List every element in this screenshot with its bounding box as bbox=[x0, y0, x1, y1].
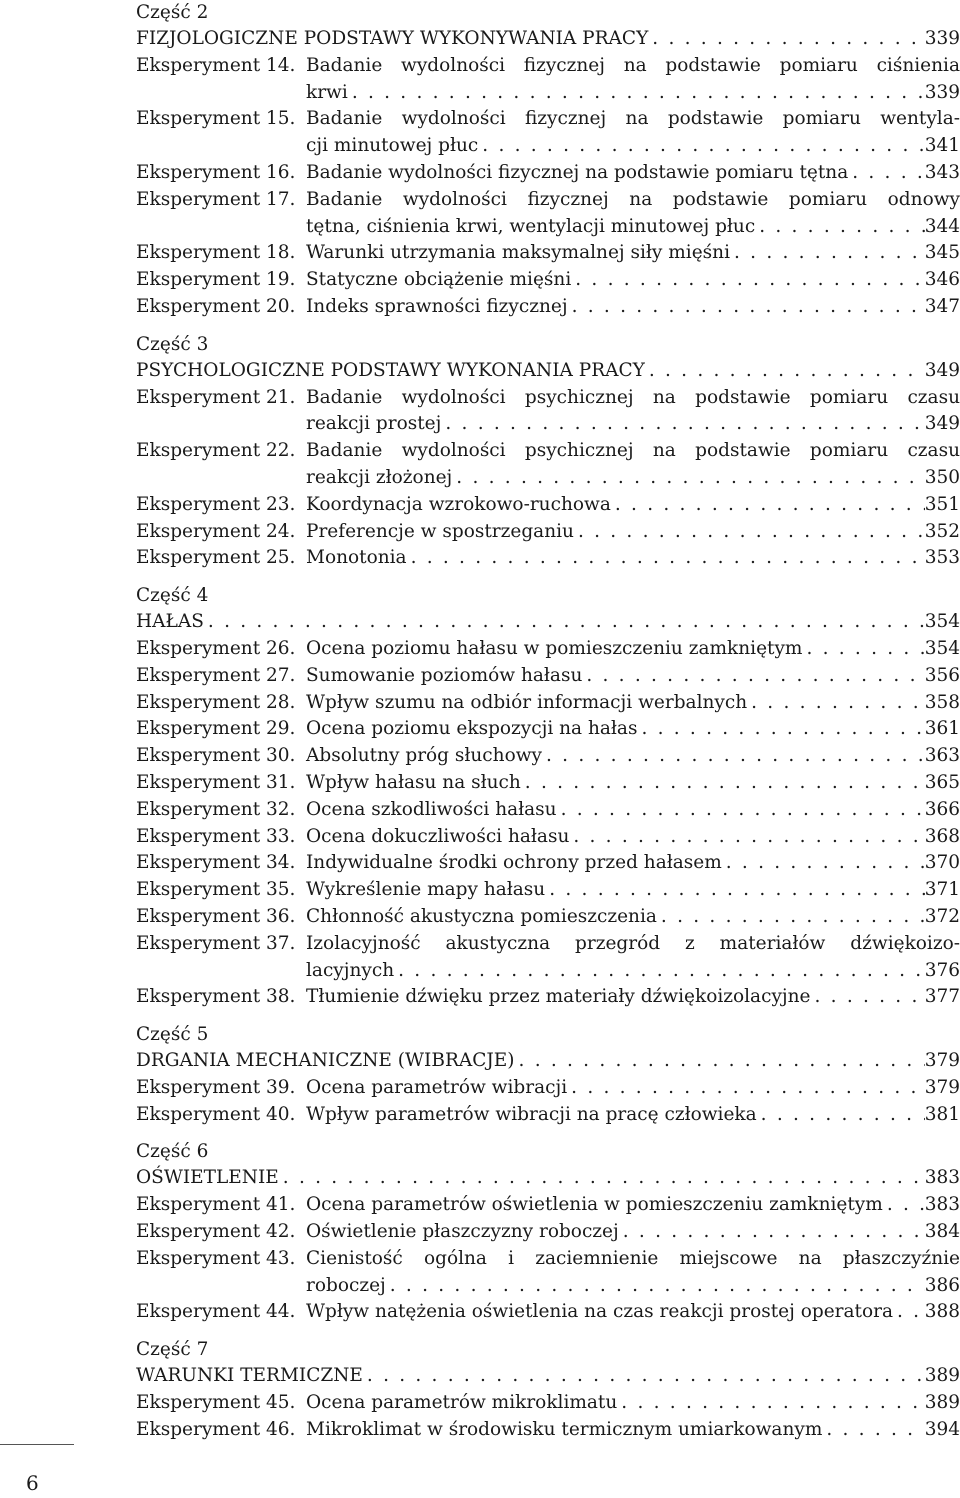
page-ref: 363 bbox=[924, 745, 960, 767]
entry-line bbox=[136, 1165, 960, 1192]
dot-leader bbox=[542, 743, 925, 770]
page-ref: 389 bbox=[924, 1392, 960, 1414]
part-heading-entry bbox=[136, 1048, 960, 1075]
entry-number: Eksperyment 27. bbox=[136, 664, 296, 686]
part-heading-entry bbox=[136, 358, 960, 385]
part-heading-entry bbox=[136, 1165, 960, 1192]
entry-number: Eksperyment 20. bbox=[136, 295, 296, 317]
entry-line bbox=[136, 743, 960, 770]
page-ref: 361 bbox=[924, 718, 960, 740]
page-ref: 349 bbox=[924, 413, 960, 435]
entry-title: lacyjnych bbox=[306, 959, 395, 981]
dot-leader bbox=[407, 545, 925, 572]
page-ref: 346 bbox=[924, 269, 960, 291]
toc-entry bbox=[136, 106, 960, 160]
dot-leader bbox=[883, 1192, 925, 1219]
entry-line bbox=[136, 1048, 960, 1075]
dot-leader bbox=[722, 850, 925, 877]
page-ref: 339 bbox=[924, 28, 960, 49]
dot-leader bbox=[611, 492, 925, 519]
entry-number: Eksperyment 30. bbox=[136, 745, 296, 767]
entry-line bbox=[136, 636, 960, 663]
toc-entry bbox=[136, 240, 960, 267]
entry-number: Eksperyment 16. bbox=[136, 161, 296, 183]
entry-line bbox=[136, 931, 960, 958]
dot-leader bbox=[386, 1273, 925, 1300]
entry-title: Statyczne obciążenie mięśni bbox=[306, 269, 572, 291]
entry-number: Eksperyment 35. bbox=[136, 879, 296, 901]
page-ref: 394 bbox=[924, 1418, 960, 1440]
entry-line bbox=[136, 519, 960, 546]
page-ref: 377 bbox=[924, 986, 960, 1008]
toc-part bbox=[136, 332, 960, 583]
entry-line bbox=[136, 690, 960, 717]
entry-title: Ocena szkodliwości hałasu bbox=[306, 798, 557, 820]
entry-title: Mikroklimat w środowisku termicznym umiarkowanym bbox=[306, 1418, 823, 1440]
entry-title: Wpływ hałasu na słuch bbox=[306, 771, 521, 793]
page-ref: 347 bbox=[924, 295, 960, 317]
entry-number: Eksperyment 34. bbox=[136, 852, 296, 874]
dot-leader bbox=[279, 1165, 925, 1192]
entry-title: Ocena parametrów wibracji bbox=[306, 1076, 568, 1098]
dot-leader bbox=[521, 770, 925, 797]
toc-entry bbox=[136, 797, 960, 824]
dot-leader bbox=[567, 1075, 925, 1102]
entry-line bbox=[136, 770, 960, 797]
dot-leader bbox=[478, 133, 924, 160]
entry-title: Ocena dokuczliwości hałasu bbox=[306, 825, 570, 847]
entry-number: Eksperyment 44. bbox=[136, 1301, 296, 1323]
dot-leader bbox=[574, 519, 925, 546]
dot-leader bbox=[363, 1363, 925, 1390]
dot-leader bbox=[617, 1390, 924, 1417]
entry-title: Wykreślenie mapy hałasu bbox=[306, 879, 546, 901]
toc-entry bbox=[136, 690, 960, 717]
page-ref: 379 bbox=[924, 1076, 960, 1098]
page-ref: 356 bbox=[924, 664, 960, 686]
page-ref: 370 bbox=[924, 852, 960, 874]
dot-leader bbox=[441, 411, 924, 438]
toc-part bbox=[136, 583, 960, 1022]
toc-entry bbox=[136, 187, 960, 241]
entry-line bbox=[306, 1273, 960, 1300]
entry-line bbox=[136, 106, 960, 133]
page-ref: 366 bbox=[924, 798, 960, 820]
page-ref: 354 bbox=[924, 611, 960, 633]
dot-leader bbox=[802, 636, 924, 663]
entry-line bbox=[136, 545, 960, 572]
dot-leader bbox=[755, 214, 925, 241]
entry-title: Monotonia bbox=[306, 547, 407, 569]
page-ref: 386 bbox=[924, 1274, 960, 1296]
entry-line bbox=[136, 984, 960, 1011]
toc-entry bbox=[136, 1075, 960, 1102]
entry-number: Eksperyment 33. bbox=[136, 825, 296, 847]
entry-line bbox=[136, 1075, 960, 1102]
entry-title: Absolutny próg słuchowy bbox=[306, 745, 543, 767]
entry-number: Eksperyment 40. bbox=[136, 1103, 296, 1125]
entry-line bbox=[136, 1390, 960, 1417]
entry-line bbox=[136, 824, 960, 851]
section-gap bbox=[136, 1444, 960, 1455]
entry-line bbox=[136, 877, 960, 904]
entry-number: Eksperyment 17. bbox=[136, 188, 296, 210]
toc-entry bbox=[136, 716, 960, 743]
part-title: DRGANIA MECHANICZNE (WIBRACJE) bbox=[136, 1050, 515, 1072]
entry-title: reakcji złożonej bbox=[306, 466, 453, 488]
toc-entry bbox=[136, 1219, 960, 1246]
entry-line bbox=[136, 438, 960, 465]
entry-title: Badanie wydolności fizycznej na podstawie pomiaru wentyla- bbox=[306, 108, 960, 130]
entry-number: Eksperyment 28. bbox=[136, 691, 296, 713]
entry-title: Warunki utrzymania maksymalnej siły mięśni bbox=[306, 242, 730, 264]
page-ref: 389 bbox=[924, 1365, 960, 1387]
part-label: Część 7 bbox=[136, 1339, 209, 1361]
entry-line bbox=[136, 240, 960, 267]
entry-number: Eksperyment 29. bbox=[136, 718, 296, 740]
entry-title: krwi bbox=[306, 81, 348, 103]
entry-title: Wpływ parametrów wibracji na pracę człowieka bbox=[306, 1103, 757, 1125]
dot-leader bbox=[645, 358, 925, 385]
entry-line bbox=[306, 958, 960, 985]
entry-line bbox=[136, 797, 960, 824]
entry-line bbox=[136, 1363, 960, 1390]
toc-entry bbox=[136, 1417, 960, 1444]
entry-number: Eksperyment 43. bbox=[136, 1247, 296, 1269]
entry-line bbox=[136, 1219, 960, 1246]
dot-leader bbox=[348, 80, 925, 107]
section-gap bbox=[136, 1326, 960, 1337]
part-label: Część 3 bbox=[136, 333, 209, 355]
dot-leader bbox=[657, 904, 925, 931]
toc-entry bbox=[136, 519, 960, 546]
entry-title: Indywidualne środki ochrony przed hałasem bbox=[306, 852, 722, 874]
section-gap bbox=[136, 321, 960, 332]
entry-line bbox=[136, 1299, 960, 1326]
toc-part bbox=[136, 1139, 960, 1337]
entry-number: Eksperyment 45. bbox=[136, 1392, 296, 1414]
part-label: Część 5 bbox=[136, 1024, 209, 1046]
toc-entry bbox=[136, 1390, 960, 1417]
part-heading-entry bbox=[136, 1363, 960, 1390]
toc-entry bbox=[136, 743, 960, 770]
dot-leader bbox=[893, 1299, 925, 1326]
entry-number: Eksperyment 26. bbox=[136, 637, 296, 659]
part-title: OŚWIETLENIE bbox=[136, 1167, 279, 1189]
page-ref: 384 bbox=[924, 1221, 960, 1243]
toc-entry bbox=[136, 904, 960, 931]
part-title: FIZJOLOGICZNE PODSTAWY WYKONYWANIA PRACY bbox=[136, 28, 649, 49]
dot-leader bbox=[515, 1048, 925, 1075]
entry-line bbox=[136, 267, 960, 294]
entry-title: tętna, ciśnienia krwi, wentylacji minutowej płuc bbox=[306, 215, 756, 237]
toc-entry bbox=[136, 1299, 960, 1326]
entry-title: Ocena parametrów mikroklimatu bbox=[306, 1392, 618, 1414]
entry-number: Eksperyment 37. bbox=[136, 932, 296, 954]
toc-entry bbox=[136, 160, 960, 187]
entry-line bbox=[136, 358, 960, 385]
entry-line bbox=[136, 53, 960, 80]
page-ref: 339 bbox=[924, 81, 960, 103]
entry-line bbox=[136, 1417, 960, 1444]
toc-entry bbox=[136, 492, 960, 519]
page-ref: 349 bbox=[924, 359, 960, 381]
entry-line bbox=[136, 294, 960, 321]
entry-number: Eksperyment 46. bbox=[136, 1418, 296, 1440]
page-ref: 351 bbox=[924, 493, 960, 515]
toc-entry bbox=[136, 931, 960, 985]
dot-leader bbox=[452, 465, 924, 492]
toc-entry bbox=[136, 1246, 960, 1300]
part-label: Część 2 bbox=[136, 2, 209, 23]
entry-line bbox=[136, 904, 960, 931]
part-heading-entry bbox=[136, 609, 960, 636]
section-gap bbox=[136, 1011, 960, 1022]
page-number: 6 bbox=[26, 1471, 39, 1495]
entry-line bbox=[136, 492, 960, 519]
entry-number: Eksperyment 39. bbox=[136, 1076, 296, 1098]
entry-title: Badanie wydolności fizycznej na podstawie pomiaru ciśnienia bbox=[306, 54, 960, 76]
entry-line bbox=[136, 187, 960, 214]
page-ref: 376 bbox=[924, 959, 960, 981]
dot-leader bbox=[204, 609, 925, 636]
dot-leader bbox=[648, 26, 924, 53]
entry-number: Eksperyment 15. bbox=[136, 108, 296, 130]
toc-entry bbox=[136, 770, 960, 797]
page-ref: 379 bbox=[924, 1050, 960, 1072]
entry-line bbox=[136, 26, 960, 53]
page-ref: 371 bbox=[924, 879, 960, 901]
dot-leader bbox=[747, 690, 925, 717]
entry-title: Ocena poziomu ekspozycji na hałas bbox=[306, 718, 638, 740]
page-ref: 383 bbox=[924, 1167, 960, 1189]
dot-leader bbox=[811, 984, 925, 1011]
section-gap bbox=[136, 1128, 960, 1139]
entry-title: roboczej bbox=[306, 1274, 386, 1296]
page-ref: 341 bbox=[924, 135, 960, 157]
part-title: WARUNKI TERMICZNE bbox=[136, 1365, 363, 1387]
entry-number: Eksperyment 38. bbox=[136, 986, 296, 1008]
entry-line bbox=[136, 609, 960, 636]
entry-line bbox=[306, 411, 960, 438]
dot-leader bbox=[394, 958, 925, 985]
dot-leader bbox=[730, 240, 925, 267]
entry-number: Eksperyment 18. bbox=[136, 242, 296, 264]
toc-entry bbox=[136, 267, 960, 294]
entry-number: Eksperyment 19. bbox=[136, 269, 296, 291]
part-label: Część 6 bbox=[136, 1141, 209, 1163]
toc-entry bbox=[136, 1102, 960, 1129]
toc-part bbox=[136, 1022, 960, 1139]
entry-number: Eksperyment 41. bbox=[136, 1194, 296, 1216]
dot-leader bbox=[582, 663, 924, 690]
entry-title: Indeks sprawności fizycznej bbox=[306, 295, 568, 317]
dot-leader bbox=[569, 824, 924, 851]
entry-title: Koordynacja wzrokowo-ruchowa bbox=[306, 493, 611, 515]
dot-leader bbox=[822, 1417, 924, 1444]
page-ref: 381 bbox=[924, 1103, 960, 1125]
entry-number: Eksperyment 42. bbox=[136, 1221, 296, 1243]
toc-entry bbox=[136, 385, 960, 439]
entry-line bbox=[136, 385, 960, 412]
entry-title: Preferencje w spostrzeganiu bbox=[306, 520, 574, 542]
entry-line bbox=[136, 1192, 960, 1219]
page-ref: 365 bbox=[924, 771, 960, 793]
entry-title: Ocena poziomu hałasu w pomieszczeniu zamkniętym bbox=[306, 637, 803, 659]
entry-line bbox=[136, 160, 960, 187]
entry-number: Eksperyment 14. bbox=[136, 54, 296, 76]
page-ref: 343 bbox=[924, 161, 960, 183]
entry-title: Wpływ natężenia oświetlenia na czas reakcji prostej operatora bbox=[306, 1301, 893, 1323]
section-gap bbox=[136, 572, 960, 583]
page-ref: 344 bbox=[924, 215, 960, 237]
dot-leader bbox=[637, 716, 924, 743]
part-heading-entry bbox=[136, 26, 960, 53]
entry-number: Eksperyment 31. bbox=[136, 771, 296, 793]
toc-entry bbox=[136, 877, 960, 904]
toc-entry bbox=[136, 1192, 960, 1219]
dot-leader bbox=[568, 294, 925, 321]
entry-line bbox=[136, 1102, 960, 1129]
entry-title: Badanie wydolności fizycznej na podstawie pomiaru odnowy bbox=[306, 188, 960, 210]
dot-leader bbox=[545, 877, 924, 904]
dot-leader bbox=[571, 267, 924, 294]
page-ref: 354 bbox=[924, 637, 960, 659]
entry-number: Eksperyment 36. bbox=[136, 905, 296, 927]
page-ref: 383 bbox=[924, 1194, 960, 1216]
entry-line bbox=[136, 850, 960, 877]
entry-number: Eksperyment 32. bbox=[136, 798, 296, 820]
part-title: PSYCHOLOGICZNE PODSTAWY WYKONANIA PRACY bbox=[136, 359, 645, 381]
dot-leader bbox=[619, 1219, 925, 1246]
page-ref: 353 bbox=[924, 547, 960, 569]
entry-number: Eksperyment 21. bbox=[136, 386, 296, 408]
dot-leader bbox=[757, 1102, 925, 1129]
toc-entry bbox=[136, 663, 960, 690]
page-ref: 358 bbox=[924, 691, 960, 713]
entry-title: reakcji prostej bbox=[306, 413, 442, 435]
entry-title: Oświetlenie płaszczyzny roboczej bbox=[306, 1221, 619, 1243]
entry-line bbox=[136, 663, 960, 690]
entry-line bbox=[136, 1246, 960, 1273]
entry-number: Eksperyment 25. bbox=[136, 547, 296, 569]
toc-entry bbox=[136, 294, 960, 321]
entry-title: Badanie wydolności psychicznej na podstawie pomiaru czasu bbox=[306, 386, 960, 408]
entry-title: cji minutowej płuc bbox=[306, 135, 479, 157]
entry-line bbox=[136, 716, 960, 743]
dot-leader bbox=[557, 797, 925, 824]
page-ref: 372 bbox=[924, 905, 960, 927]
page-ref: 368 bbox=[924, 825, 960, 847]
entry-title: Wpływ szumu na odbiór informacji werbalnych bbox=[306, 691, 748, 713]
part-label: Część 4 bbox=[136, 585, 209, 607]
toc-entry bbox=[136, 636, 960, 663]
dot-leader bbox=[848, 160, 924, 187]
entry-line bbox=[306, 133, 960, 160]
toc-entry bbox=[136, 545, 960, 572]
entry-number: Eksperyment 22. bbox=[136, 440, 296, 462]
entry-title: Badanie wydolności psychicznej na podstawie pomiaru czasu bbox=[306, 440, 960, 462]
toc-entry bbox=[136, 53, 960, 107]
toc-entry bbox=[136, 984, 960, 1011]
entry-title: Izolacyjność akustyczna przegród z materiałów dźwiękoizo- bbox=[306, 932, 960, 954]
page-ref: 350 bbox=[924, 466, 960, 488]
toc-entry bbox=[136, 438, 960, 492]
footer-rule bbox=[0, 1444, 74, 1445]
entry-title: Badanie wydolności fizycznej na podstawie pomiaru tętna bbox=[306, 161, 849, 183]
entry-line bbox=[306, 465, 960, 492]
entry-title: Chłonność akustyczna pomieszczenia bbox=[306, 905, 657, 927]
entry-line bbox=[306, 214, 960, 241]
page-ref: 388 bbox=[924, 1301, 960, 1323]
entry-title: Cienistość ogólna i zaciemnienie miejscowe na płaszczyźnie bbox=[306, 1247, 960, 1269]
toc-part bbox=[136, 1337, 960, 1454]
page-ref: 352 bbox=[924, 520, 960, 542]
entry-line bbox=[306, 80, 960, 107]
toc-entry bbox=[136, 824, 960, 851]
part-title: HAŁAS bbox=[136, 611, 204, 633]
entry-title: Ocena parametrów oświetlenia w pomieszczeniu zamkniętym bbox=[306, 1194, 883, 1216]
entry-number: Eksperyment 23. bbox=[136, 493, 296, 515]
page-ref: 345 bbox=[924, 242, 960, 264]
entry-number: Eksperyment 24. bbox=[136, 520, 296, 542]
entry-title: Sumowanie poziomów hałasu bbox=[306, 664, 583, 686]
toc-entry bbox=[136, 850, 960, 877]
toc-part bbox=[136, 0, 960, 332]
entry-title: Tłumienie dźwięku przez materiały dźwiękoizolacyjne bbox=[306, 986, 811, 1008]
table-of-contents bbox=[136, 0, 960, 1455]
